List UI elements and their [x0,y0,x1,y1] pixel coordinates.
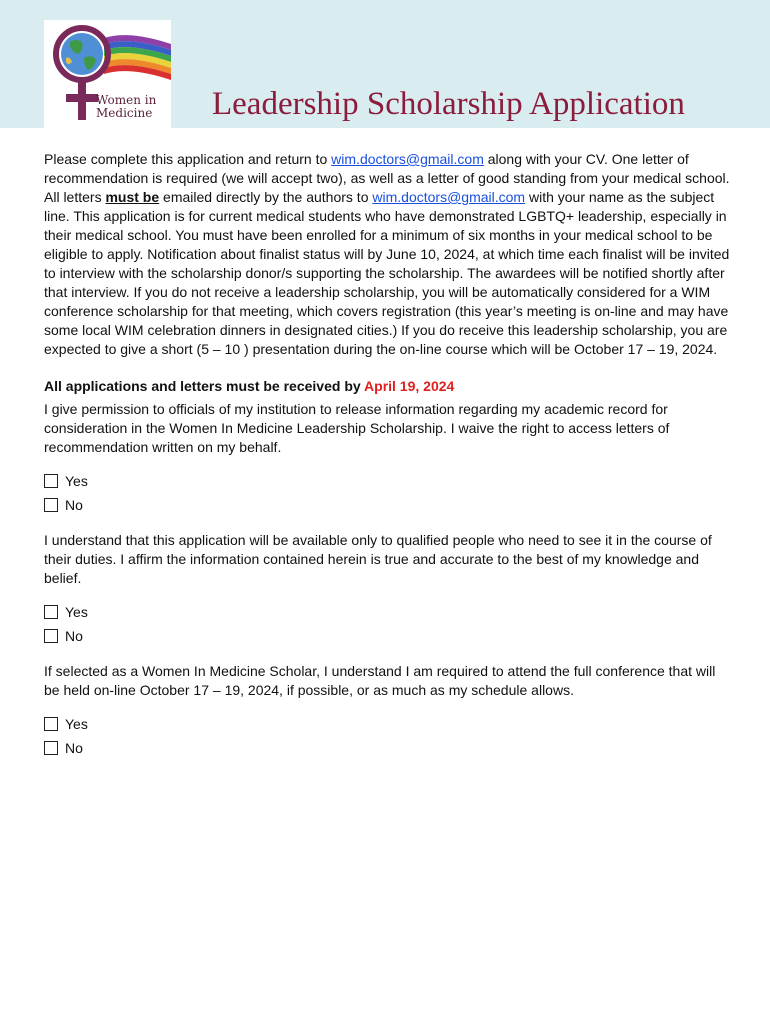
question-3-options [44,712,734,760]
logo-text [96,94,170,120]
checkbox-icon[interactable] [44,629,58,643]
logo-text-line2: Medicine [96,106,153,120]
intro-text-3: emailed directly by the authors to [159,189,373,205]
question-2-yes-option[interactable] [44,600,734,624]
option-label: No [65,496,83,513]
intro-text-1: Please complete this application and return to [44,151,332,167]
checkbox-icon[interactable] [44,474,58,488]
question-1-options [44,469,734,517]
women-in-medicine-logo [44,20,171,128]
intro-text-4: with your name as the subject line. This application is for current medical students who have demonstrated LGBTQ+ leadership, especially in their medical school. You must have been enrolled for a minimum of six months in your medical school to be eligible to apply. Notification about finalist status will by June 10, 2024, at which time each finalist will be invited to interview with the scholarship donor/s supporting the scholarship. The awardees will be notified shortly after that interview. If you do not receive a leadership scholarship, you will be automatically considered for a WIM conference scholarship for that meeting, which covers registration (this year’s meeting is on-line and may have some local WIM celebration dinners in designated cities.) If you do receive this leadership scholarship, you are expected to give a short (5 – 10 ) presentation during the on-line course which will be October 17 – 19, 2024. [44,189,730,357]
question-1-text: I give permission to officials of my institution to release information regarding my academic record for consideration in the Women In Medicine Leadership Scholarship. I waive the right to access letters of recommendation written on my behalf. [44,401,670,455]
question-1-yes-option[interactable] [44,469,734,493]
deadline-date: April 19, 2024 [364,378,455,394]
page-title: Leadership Scholarship Application [212,86,685,122]
option-label: Yes [65,472,88,489]
question-2-text: I understand that this application will be available only to qualified people who need to see it in the course of their duties. I affirm the information contained herein is true and accurate to the best of my knowledge and belief. [44,532,712,586]
question-2-options [44,600,734,648]
form-content [44,150,734,760]
deadline-label: All applications and letters must be received by [44,378,365,394]
option-label: Yes [65,603,88,620]
checkbox-icon[interactable] [44,498,58,512]
rainbow-flag-graphic [104,35,171,80]
question-2-no-option[interactable] [44,624,734,648]
checkbox-icon[interactable] [44,717,58,731]
option-label: No [65,627,83,644]
question-3-text: If selected as a Women In Medicine Scholar, I understand I am required to attend the full conference that will be held on-line October 17 – 19, 2024, if possible, or as much as my schedule allows. [44,663,716,698]
checkbox-icon[interactable] [44,741,58,755]
option-label: Yes [65,715,88,732]
deadline-line [44,377,734,396]
option-label: No [65,739,83,756]
email-link[interactable]: wim.doctors@gmail.com [331,151,484,167]
checkbox-icon[interactable] [44,605,58,619]
question-1-no-option[interactable] [44,493,734,517]
intro-text-2: along with your CV. One letter of recommendation is required (we will accept two), as well as a letter of good standing from your medical school. All letters [44,151,730,205]
logo-text-line1: Women in [96,93,157,107]
email-link-2[interactable]: wim.doctors@gmail.com [372,189,526,205]
question-3-no-option[interactable] [44,736,734,760]
must-be-emphasis: must be [105,189,160,205]
question-3-yes-option[interactable] [44,712,734,736]
intro-paragraph [44,150,734,359]
